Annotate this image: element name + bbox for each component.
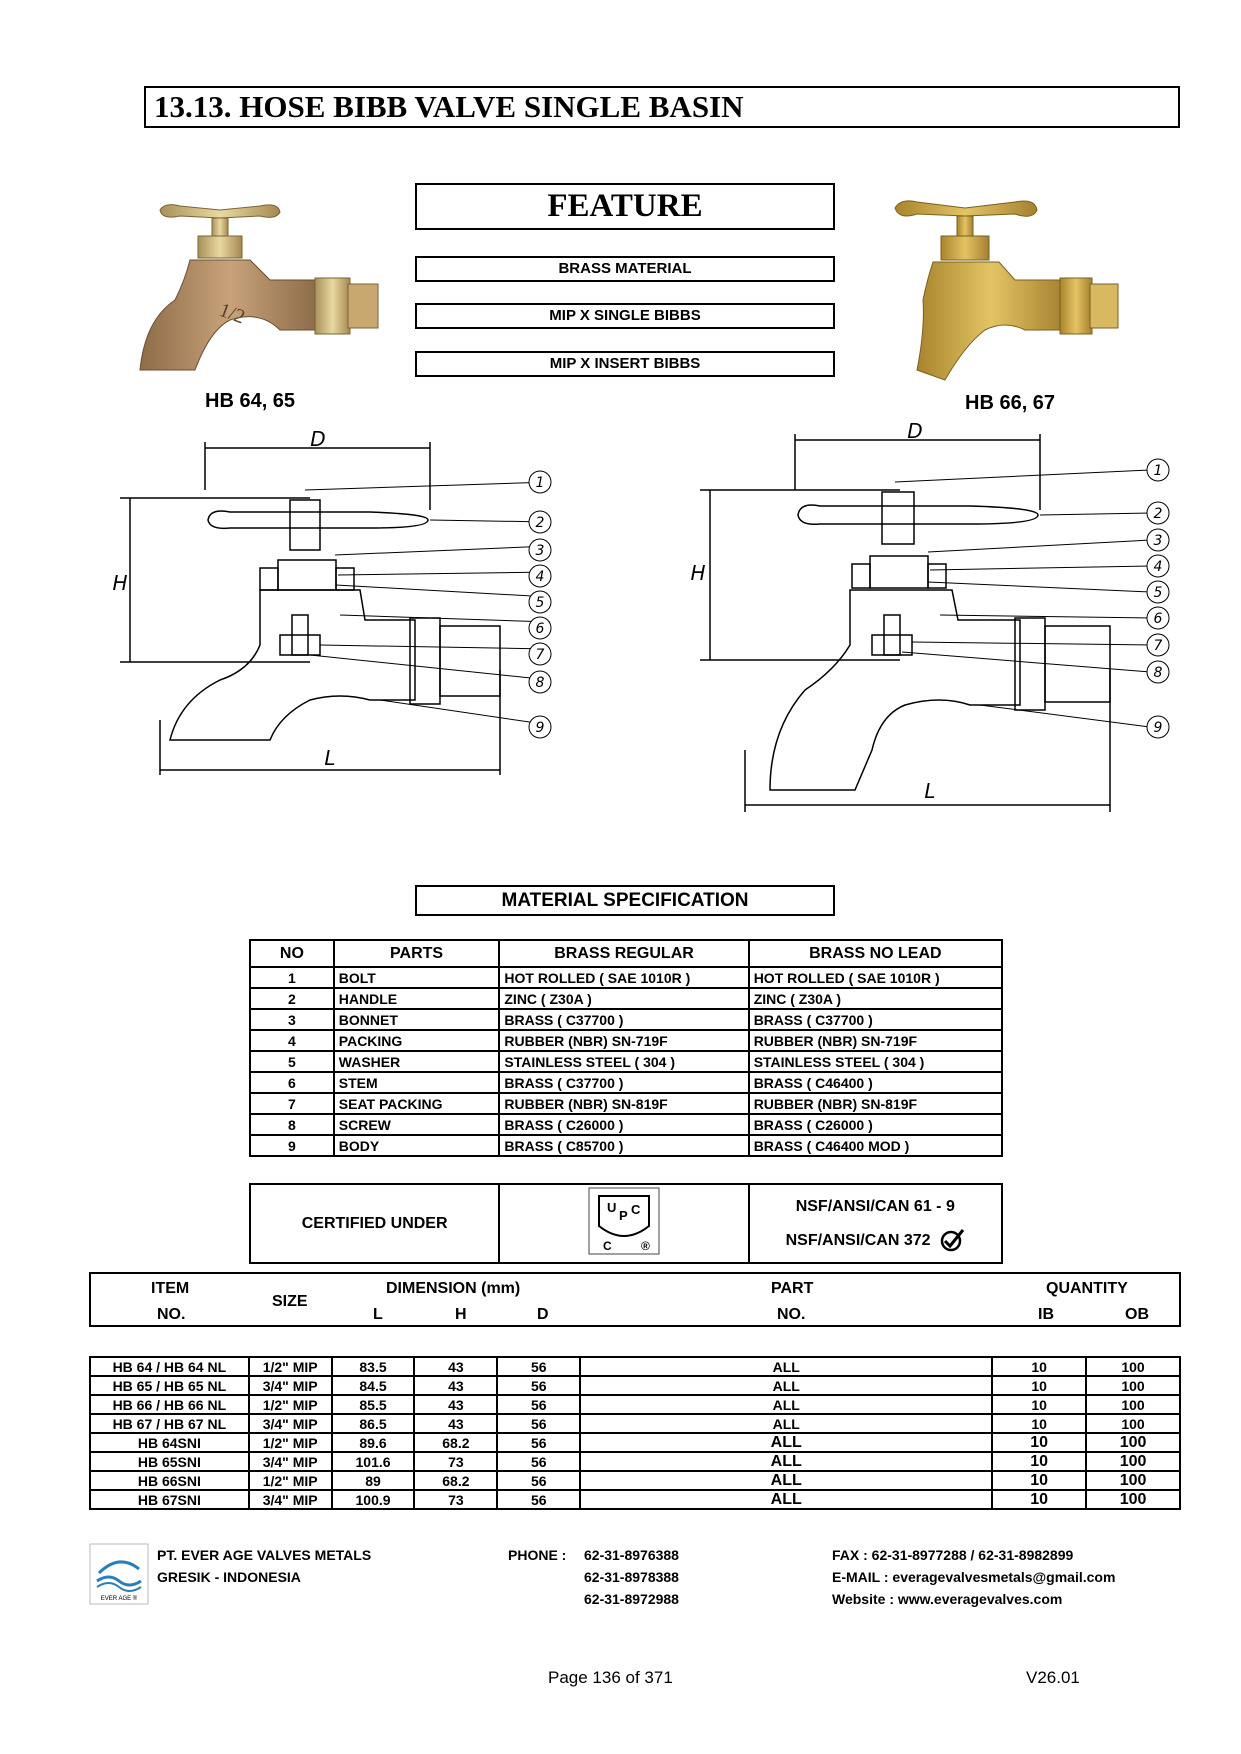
svg-text:5: 5 <box>535 595 545 611</box>
table-cell: 100 <box>1086 1471 1180 1490</box>
table-cell: 8 <box>250 1114 334 1135</box>
svg-text:6: 6 <box>1153 611 1163 627</box>
table-row <box>250 1135 1002 1156</box>
svg-text:D: D <box>907 420 923 443</box>
table-cell: 101.6 <box>332 1452 415 1471</box>
table-cell: RUBBER (NBR) SN-819F <box>749 1093 1002 1114</box>
page-number: Page 136 of 371 <box>548 1668 673 1687</box>
table-cell: 7 <box>250 1093 334 1114</box>
table-cell: STAINLESS STEEL ( 304 ) <box>499 1051 748 1072</box>
table-row <box>90 1395 1180 1414</box>
table-cell: 56 <box>497 1395 580 1414</box>
table-row <box>250 1051 1002 1072</box>
table-cell: HB 66SNI <box>90 1471 249 1490</box>
table-cell: 43 <box>414 1395 497 1414</box>
feature-item: MIP X INSERT BIBBS <box>415 351 835 377</box>
table-cell: ALL <box>580 1414 992 1433</box>
svg-text:1: 1 <box>535 475 545 491</box>
h-header: H <box>455 1306 467 1323</box>
svg-text:4: 4 <box>535 569 545 585</box>
version: V26.01 <box>1026 1668 1080 1687</box>
table-cell: SCREW <box>334 1114 500 1135</box>
table-cell: 56 <box>497 1471 580 1490</box>
table-cell: 56 <box>497 1452 580 1471</box>
material-spec-heading: MATERIAL SPECIFICATION <box>415 885 835 916</box>
svg-text:7: 7 <box>535 647 545 663</box>
table-row <box>90 1452 1180 1471</box>
table-cell: 10 <box>992 1433 1086 1452</box>
part-header: PART <box>771 1280 814 1297</box>
technical-drawing-left <box>110 430 580 790</box>
svg-text:1: 1 <box>1153 463 1163 479</box>
table-cell: 6 <box>250 1072 334 1093</box>
table-cell: 68.2 <box>414 1471 497 1490</box>
table-cell: 56 <box>497 1357 580 1376</box>
table-cell: ALL <box>580 1490 992 1509</box>
table-cell: ALL <box>580 1376 992 1395</box>
table-cell: 73 <box>414 1490 497 1509</box>
table-cell: 9 <box>250 1135 334 1156</box>
table-cell: STEM <box>334 1072 500 1093</box>
company-location: GRESIK - INDONESIA <box>157 1569 301 1585</box>
ever-age-logo <box>89 1543 149 1605</box>
table-cell: 73 <box>414 1452 497 1471</box>
svg-text:5: 5 <box>1153 585 1163 601</box>
technical-drawing-right <box>690 420 1180 820</box>
table-cell: 84.5 <box>332 1376 415 1395</box>
table-cell: 43 <box>414 1357 497 1376</box>
table-cell: STAINLESS STEEL ( 304 ) <box>749 1051 1002 1072</box>
svg-text:4: 4 <box>1153 559 1163 575</box>
d-header: D <box>537 1306 549 1323</box>
table-cell: HB 64SNI <box>90 1433 249 1452</box>
table-cell: 10 <box>992 1471 1086 1490</box>
table-row <box>90 1357 1180 1376</box>
svg-text:6: 6 <box>535 621 545 637</box>
upc-letter-u: U <box>606 1200 617 1215</box>
table-cell: 10 <box>992 1452 1086 1471</box>
svg-text:8: 8 <box>535 675 545 691</box>
table-cell: RUBBER (NBR) SN-719F <box>499 1030 748 1051</box>
svg-text:9: 9 <box>1153 720 1163 736</box>
table-cell: BRASS ( C37700 ) <box>499 1072 748 1093</box>
table-cell: 100.9 <box>332 1490 415 1509</box>
standard-61: NSF/ANSI/CAN 61 - 9 <box>795 1197 955 1215</box>
certification-table <box>249 1183 1003 1264</box>
table-cell: BRASS ( C46400 ) <box>749 1072 1002 1093</box>
svg-text:H: H <box>690 561 706 585</box>
column-header: NO <box>250 940 334 967</box>
svg-text:2: 2 <box>1153 506 1163 522</box>
table-cell: 100 <box>1086 1433 1180 1452</box>
l-header: L <box>373 1306 383 1323</box>
phone-number: 62-31-8976388 <box>584 1547 679 1563</box>
table-cell: 56 <box>497 1490 580 1509</box>
column-header: PARTS <box>334 940 500 967</box>
table-cell: 1/2" MIP <box>249 1471 332 1490</box>
table-cell: ZINC ( Z30A ) <box>499 988 748 1009</box>
table-cell: ALL <box>580 1357 992 1376</box>
table-cell: 3/4" MIP <box>249 1414 332 1433</box>
table-cell: WASHER <box>334 1051 500 1072</box>
table-cell: 85.5 <box>332 1395 415 1414</box>
table-cell: 5 <box>250 1051 334 1072</box>
table-cell: BODY <box>334 1135 500 1156</box>
fax: FAX : 62-31-8977288 / 62-31-8982899 <box>832 1547 1074 1563</box>
valve-photo-hb64 <box>120 180 400 380</box>
table-row <box>250 988 1002 1009</box>
table-cell: 1/2" MIP <box>249 1357 332 1376</box>
phone-number: 62-31-8972988 <box>584 1591 679 1607</box>
table-cell: 100 <box>1086 1357 1180 1376</box>
table-cell: 56 <box>497 1433 580 1452</box>
table-cell: 100 <box>1086 1395 1180 1414</box>
svg-text:3: 3 <box>535 543 545 559</box>
svg-text:1/2: 1/2 <box>216 299 248 329</box>
table-cell: HB 66 / HB 66 NL <box>90 1395 249 1414</box>
table-row <box>90 1414 1180 1433</box>
standard-372: NSF/ANSI/CAN 372 <box>785 1231 931 1249</box>
table-row <box>250 967 1002 988</box>
dimension-header: DIMENSION (mm) <box>386 1280 521 1297</box>
table-cell: HB 64 / HB 64 NL <box>90 1357 249 1376</box>
table-row <box>250 1009 1002 1030</box>
table-cell: RUBBER (NBR) SN-719F <box>749 1030 1002 1051</box>
model-label-left: HB 64, 65 <box>205 390 296 412</box>
phone-number: 62-31-8978388 <box>584 1569 679 1585</box>
svg-text:8: 8 <box>1153 665 1163 681</box>
table-cell: 2 <box>250 988 334 1009</box>
dimension-table <box>89 1356 1181 1510</box>
table-cell: BOLT <box>334 967 500 988</box>
table-cell: 3/4" MIP <box>249 1376 332 1395</box>
table-cell: RUBBER (NBR) SN-819F <box>499 1093 748 1114</box>
svg-text:L: L <box>924 779 936 803</box>
table-row <box>250 1114 1002 1135</box>
svg-text:D: D <box>310 430 326 451</box>
table-cell: 83.5 <box>332 1357 415 1376</box>
ob-header: OB <box>1125 1306 1149 1323</box>
valve-photo-hb66 <box>875 180 1125 390</box>
table-cell: HB 65 / HB 65 NL <box>90 1376 249 1395</box>
table-cell: 1/2" MIP <box>249 1395 332 1414</box>
table-row <box>90 1490 1180 1509</box>
table-cell: BRASS ( C37700 ) <box>499 1009 748 1030</box>
csa-letter: C <box>602 1239 612 1253</box>
table-cell: 100 <box>1086 1376 1180 1395</box>
table-cell: 68.2 <box>414 1433 497 1452</box>
table-cell: BRASS ( C26000 ) <box>749 1114 1002 1135</box>
ib-header: IB <box>1038 1306 1054 1323</box>
svg-text:9: 9 <box>535 720 545 736</box>
table-cell: 3/4" MIP <box>249 1452 332 1471</box>
table-cell: 10 <box>992 1376 1086 1395</box>
standards-cell <box>749 1184 1002 1263</box>
svg-text:3: 3 <box>1153 533 1163 549</box>
table-row <box>250 1072 1002 1093</box>
table-cell: 56 <box>497 1414 580 1433</box>
table-cell: 100 <box>1086 1490 1180 1509</box>
table-cell: 56 <box>497 1376 580 1395</box>
material-spec-table <box>249 939 1003 1157</box>
table-row <box>90 1376 1180 1395</box>
company-name: PT. EVER AGE VALVES METALS <box>157 1547 372 1563</box>
logo-text: EVER AGE ® <box>100 1596 138 1602</box>
table-cell: 1/2" MIP <box>249 1433 332 1452</box>
table-cell: 10 <box>992 1490 1086 1509</box>
table-cell: BRASS ( C26000 ) <box>499 1114 748 1135</box>
upc-letter-c: C <box>630 1202 641 1217</box>
feature-heading: FEATURE <box>415 183 835 230</box>
table-cell: HANDLE <box>334 988 500 1009</box>
dimension-table-header <box>89 1272 1181 1327</box>
table-cell: ZINC ( Z30A ) <box>749 988 1002 1009</box>
table-cell: 43 <box>414 1414 497 1433</box>
upc-logo-cell <box>499 1184 748 1263</box>
quantity-header: QUANTITY <box>1046 1280 1128 1297</box>
certified-label: CERTIFIED UNDER <box>250 1184 499 1263</box>
size-header: SIZE <box>272 1293 308 1310</box>
svg-text:2: 2 <box>535 515 545 531</box>
page-title: 13.13. HOSE BIBB VALVE SINGLE BASIN <box>144 86 1180 128</box>
table-cell: ALL <box>580 1433 992 1452</box>
table-cell: BRASS ( C85700 ) <box>499 1135 748 1156</box>
upc-letter-p: P <box>618 1208 628 1223</box>
table-cell: 4 <box>250 1030 334 1051</box>
table-cell: 43 <box>414 1376 497 1395</box>
table-cell: HOT ROLLED ( SAE 1010R ) <box>749 967 1002 988</box>
table-cell: SEAT PACKING <box>334 1093 500 1114</box>
part-no-header: NO. <box>777 1306 806 1323</box>
table-cell: ALL <box>580 1452 992 1471</box>
website[interactable]: Website : www.everagevalves.com <box>832 1591 1063 1607</box>
table-cell: 89 <box>332 1471 415 1490</box>
model-label-right: HB 66, 67 <box>965 392 1056 414</box>
table-row <box>90 1471 1180 1490</box>
svg-text:7: 7 <box>1153 638 1163 654</box>
table-row <box>250 1030 1002 1051</box>
email[interactable]: E-MAIL : everagevalvesmetals@gmail.com <box>832 1569 1116 1585</box>
phone-label: PHONE : <box>508 1547 567 1563</box>
table-cell: 1 <box>250 967 334 988</box>
table-cell: ALL <box>580 1471 992 1490</box>
table-cell: 10 <box>992 1357 1086 1376</box>
table-cell: 10 <box>992 1414 1086 1433</box>
column-header: BRASS REGULAR <box>499 940 748 967</box>
svg-text:H: H <box>112 571 128 595</box>
table-row <box>90 1433 1180 1452</box>
registered-mark: ® <box>640 1239 650 1253</box>
table-cell: HB 67SNI <box>90 1490 249 1509</box>
table-cell: ALL <box>580 1395 992 1414</box>
table-cell: 86.5 <box>332 1414 415 1433</box>
table-cell: PACKING <box>334 1030 500 1051</box>
table-cell: 89.6 <box>332 1433 415 1452</box>
table-cell: 3/4" MIP <box>249 1490 332 1509</box>
table-cell: HB 67 / HB 67 NL <box>90 1414 249 1433</box>
table-cell: 10 <box>992 1395 1086 1414</box>
feature-item: MIP X SINGLE BIBBS <box>415 303 835 329</box>
table-cell: BONNET <box>334 1009 500 1030</box>
column-header: BRASS NO LEAD <box>749 940 1002 967</box>
table-cell: HOT ROLLED ( SAE 1010R ) <box>499 967 748 988</box>
svg-text:L: L <box>324 746 336 770</box>
item-header: ITEM <box>151 1280 190 1297</box>
table-cell: BRASS ( C37700 ) <box>749 1009 1002 1030</box>
table-row <box>250 1093 1002 1114</box>
item-no-header: NO. <box>157 1306 186 1323</box>
table-cell: 100 <box>1086 1414 1180 1433</box>
table-cell: BRASS ( C46400 MOD ) <box>749 1135 1002 1156</box>
upc-certification-icon <box>587 1186 661 1256</box>
table-cell: 100 <box>1086 1452 1180 1471</box>
check-icon <box>939 1227 965 1253</box>
feature-item: BRASS MATERIAL <box>415 256 835 282</box>
table-cell: HB 65SNI <box>90 1452 249 1471</box>
table-cell: 3 <box>250 1009 334 1030</box>
